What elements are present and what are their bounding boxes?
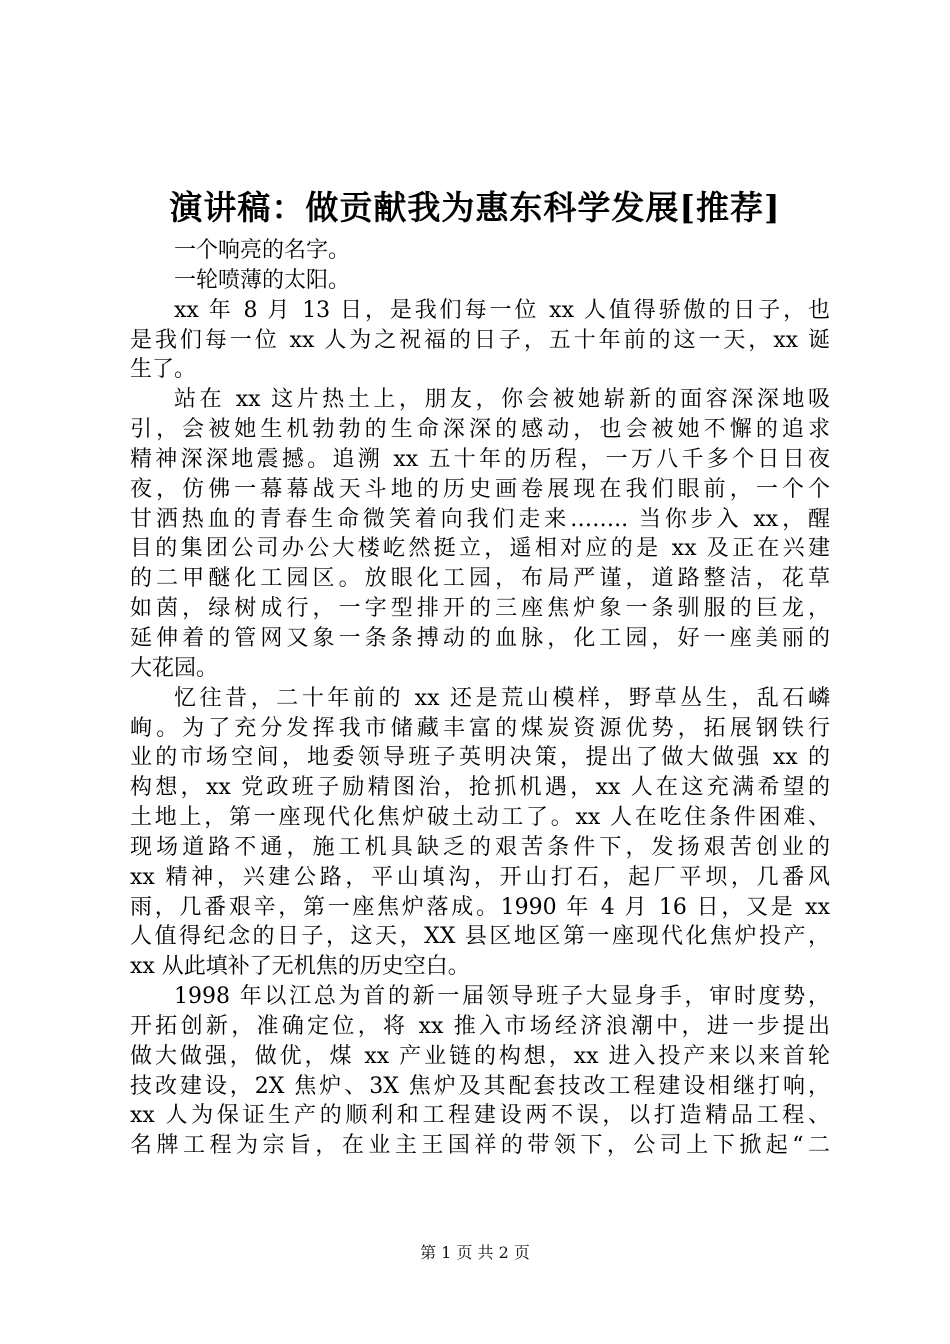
text-line: 1998 年以江总为首的新一届领导班子大显身手，审时度势， xyxy=(174,984,830,1010)
text-line: 如茵，绿树成行，一字型排开的三座焦炉象一条驯服的巨龙， xyxy=(130,596,830,622)
text-line: xx 年 8 月 13 日，是我们每一位 xx 人值得骄傲的日子，也 xyxy=(174,297,830,323)
text-line: 技改建设，2X 焦炉、3X 焦炉及其配套技改工程建设相继打响， xyxy=(130,1073,830,1099)
text-line: 大花园。 xyxy=(130,655,219,681)
text-line: 名牌工程为宗旨，在业主王国祥的带领下，公司上下掀起“二 xyxy=(130,1133,830,1159)
text-line: 忆往昔，二十年前的 xx 还是荒山模样，野草丛生，乱石嶙 xyxy=(174,685,830,711)
text-line: 的二甲醚化工园区。放眼化工园，布局严谨，道路整洁，花草 xyxy=(130,566,830,592)
text-line: 构想，xx 党政班子励精图治，抢抓机遇，xx 人在这充满希望的 xyxy=(130,775,830,801)
text-line: 峋。为了充分发挥我市储藏丰富的煤炭资源优势，拓展钢铁行 xyxy=(130,715,830,741)
document-title: 演讲稿：做贡献我为惠东科学发展[推荐] xyxy=(169,188,781,227)
text-line: 延伸着的管网又象一条条搏动的血脉，化工园，好一座美丽的 xyxy=(130,625,830,651)
text-line: 雨，几番艰辛，第一座焦炉落成。1990 年 4 月 16 日，又是 xx xyxy=(130,894,830,920)
text-line: 目的集团公司办公大楼屹然挺立，遥相对应的是 xx 及正在兴建 xyxy=(130,536,830,562)
text-line: xx 精神，兴建公路，平山填沟，开山打石，起厂平坝，几番风 xyxy=(130,864,830,890)
text-line: 业的市场空间，地委领导班子英明决策，提出了做大做强 xx 的 xyxy=(130,745,830,771)
text-line: 甘洒热血的青春生命微笑着向我们走来…….. 当你步入 xx，醒 xyxy=(130,506,830,532)
text-line: 夜，仿佛一幕幕战天斗地的历史画卷展现在我们眼前，一个个 xyxy=(130,476,830,502)
text-line: 土地上，第一座现代化焦炉破土动工了。xx 人在吃住条件困难、 xyxy=(130,805,830,831)
text-line: 人值得纪念的日子，这天，XX 县区地区第一座现代化焦炉投产， xyxy=(130,924,830,950)
text-line: 精神深深地震撼。追溯 xx 五十年的历程，一万八千多个日日夜 xyxy=(130,446,830,472)
text-line: 做大做强，做优，煤 xx 产业链的构想，xx 进入投产来以来首轮 xyxy=(130,1043,830,1069)
text-line: 一轮喷薄的太阳。 xyxy=(174,267,351,293)
text-line: 一个响亮的名字。 xyxy=(174,238,351,263)
text-line: 引，会被她生机勃勃的生命深深的感动，也会被她不懈的追求 xyxy=(130,417,830,443)
text-line: 是我们每一位 xx 人为之祝福的日子，五十年前的这一天，xx 诞 xyxy=(130,327,830,353)
page-footer: 第 1 页 共 2 页 xyxy=(420,1243,530,1262)
text-line: 开拓创新，准确定位，将 xx 推入市场经济浪潮中，进一步提出 xyxy=(130,1013,830,1039)
text-line: 生了。 xyxy=(130,357,197,383)
text-line: xx 从此填补了无机焦的历史空白。 xyxy=(130,954,470,980)
text-line: 站在 xx 这片热土上，朋友，你会被她崭新的面容深深地吸 xyxy=(174,387,830,413)
text-line: xx 人为保证生产的顺利和工程建设两不误，以打造精品工程、 xyxy=(130,1103,830,1129)
document-body xyxy=(130,236,830,1161)
text-line: 现场道路不通，施工机具缺乏的艰苦条件下，发扬艰苦创业的 xyxy=(130,834,830,860)
